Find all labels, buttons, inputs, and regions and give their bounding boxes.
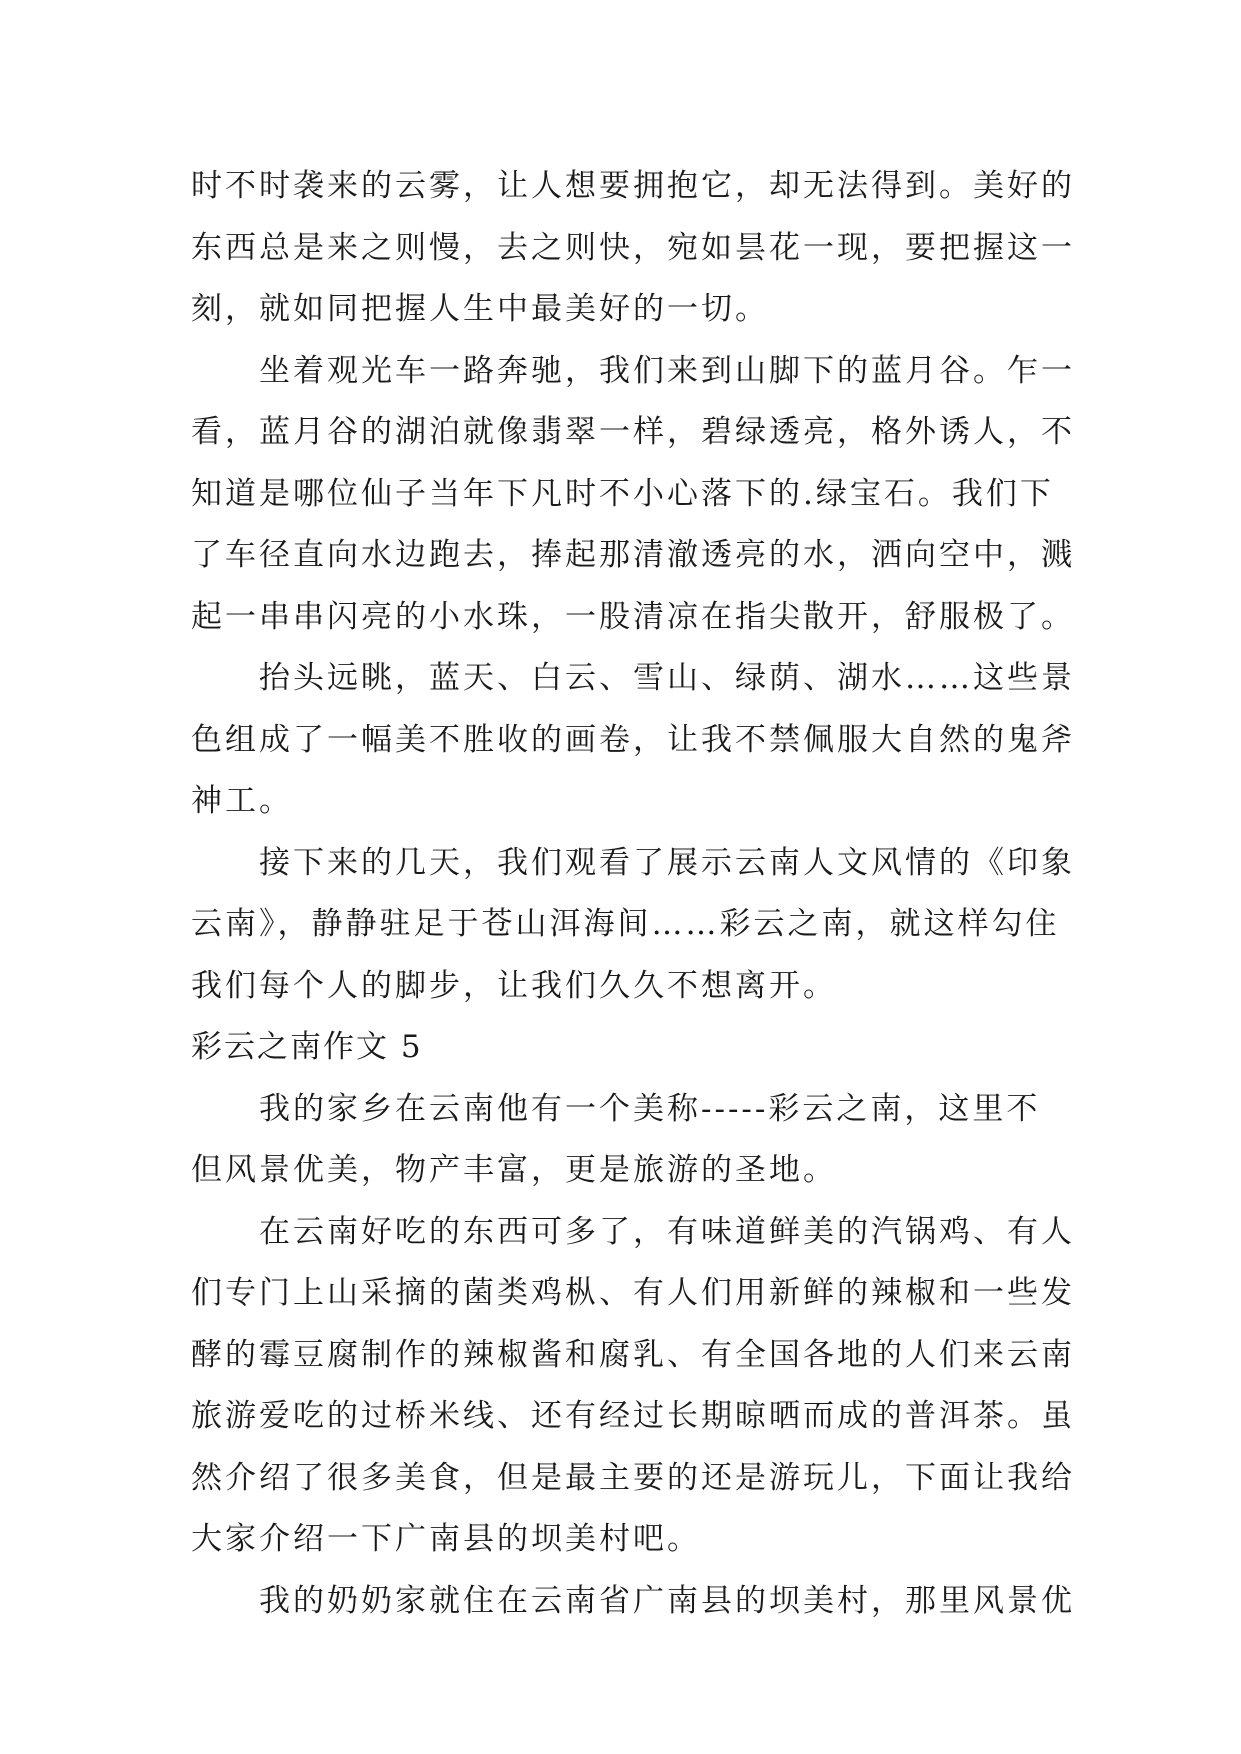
text-line: 云南》，静静驻足于苍山洱海间……彩云之南，就这样勾住: [191, 906, 1060, 942]
paragraph-start-line: 抬头远眺，蓝天、白云、雪山、绿荫、湖水……这些景: [259, 660, 1075, 696]
paragraph-start-line: 我的家乡在云南他有一个美称-----彩云之南，这里不: [259, 1090, 1041, 1127]
text-line: 旅游爱吃的过桥米线、还有经过长期晾晒而成的普洱茶。虽: [191, 1398, 1075, 1434]
paragraph-start-line: 接下来的几天，我们观看了展示云南人文风情的《印象: [259, 844, 1075, 881]
text-line: 们专门上山采摘的菌类鸡枞、有人们用新鲜的辣椒和一些发: [191, 1275, 1075, 1311]
text-line: 色组成了一幅美不胜收的画卷，让我不禁佩服大自然的鬼斧: [191, 721, 1075, 758]
paragraph-start-line: 我的奶奶家就住在云南省广南县的坝美村，那里风景优: [259, 1582, 1075, 1619]
text-line: 起一串串闪亮的小水珠，一股清凉在指尖散开，舒服极了。: [191, 598, 1075, 635]
text-line: 大家介绍一下广南县的坝美村吧。: [191, 1521, 701, 1557]
paragraph-start-line: 坐着观光车一路奔驰，我们来到山脚下的蓝月谷。乍一: [259, 352, 1075, 389]
paragraph-start-line: 在云南好吃的东西可多了，有味道鲜美的汽锅鸡、有人: [259, 1213, 1075, 1250]
text-line: 然介绍了很多美食，但是最主要的还是游玩儿，下面让我给: [191, 1459, 1075, 1496]
document-body: [191, 156, 1075, 1632]
section-heading: 彩云之南作文 5: [191, 1029, 423, 1065]
text-line: 酵的霉豆腐制作的辣椒酱和腐乳、有全国各地的人们来云南: [191, 1336, 1075, 1373]
text-line: 了车径直向水边跑去，捧起那清澈透亮的水，洒向空中，溅: [191, 537, 1075, 573]
text-line: 我们每个人的脚步，让我们久久不想离开。: [191, 967, 837, 1004]
text-line: 看，蓝月谷的湖泊就像翡翠一样，碧绿透亮，格外诱人，不: [191, 414, 1075, 450]
text-line: 刻，就如同把握人生中最美好的一切。: [191, 291, 769, 327]
text-line: 但风景优美，物产丰富，更是旅游的圣地。: [191, 1152, 837, 1188]
text-line: 东西总是来之则慢，去之则快，宛如昙花一现，要把握这一: [191, 229, 1075, 266]
text-line: 时不时袭来的云雾，让人想要拥抱它，却无法得到。美好的: [191, 168, 1075, 204]
text-line: 神工。: [191, 783, 293, 819]
text-line: 知道是哪位仙子当年下凡时不小心落下的.绿宝石。我们下: [191, 475, 1054, 512]
